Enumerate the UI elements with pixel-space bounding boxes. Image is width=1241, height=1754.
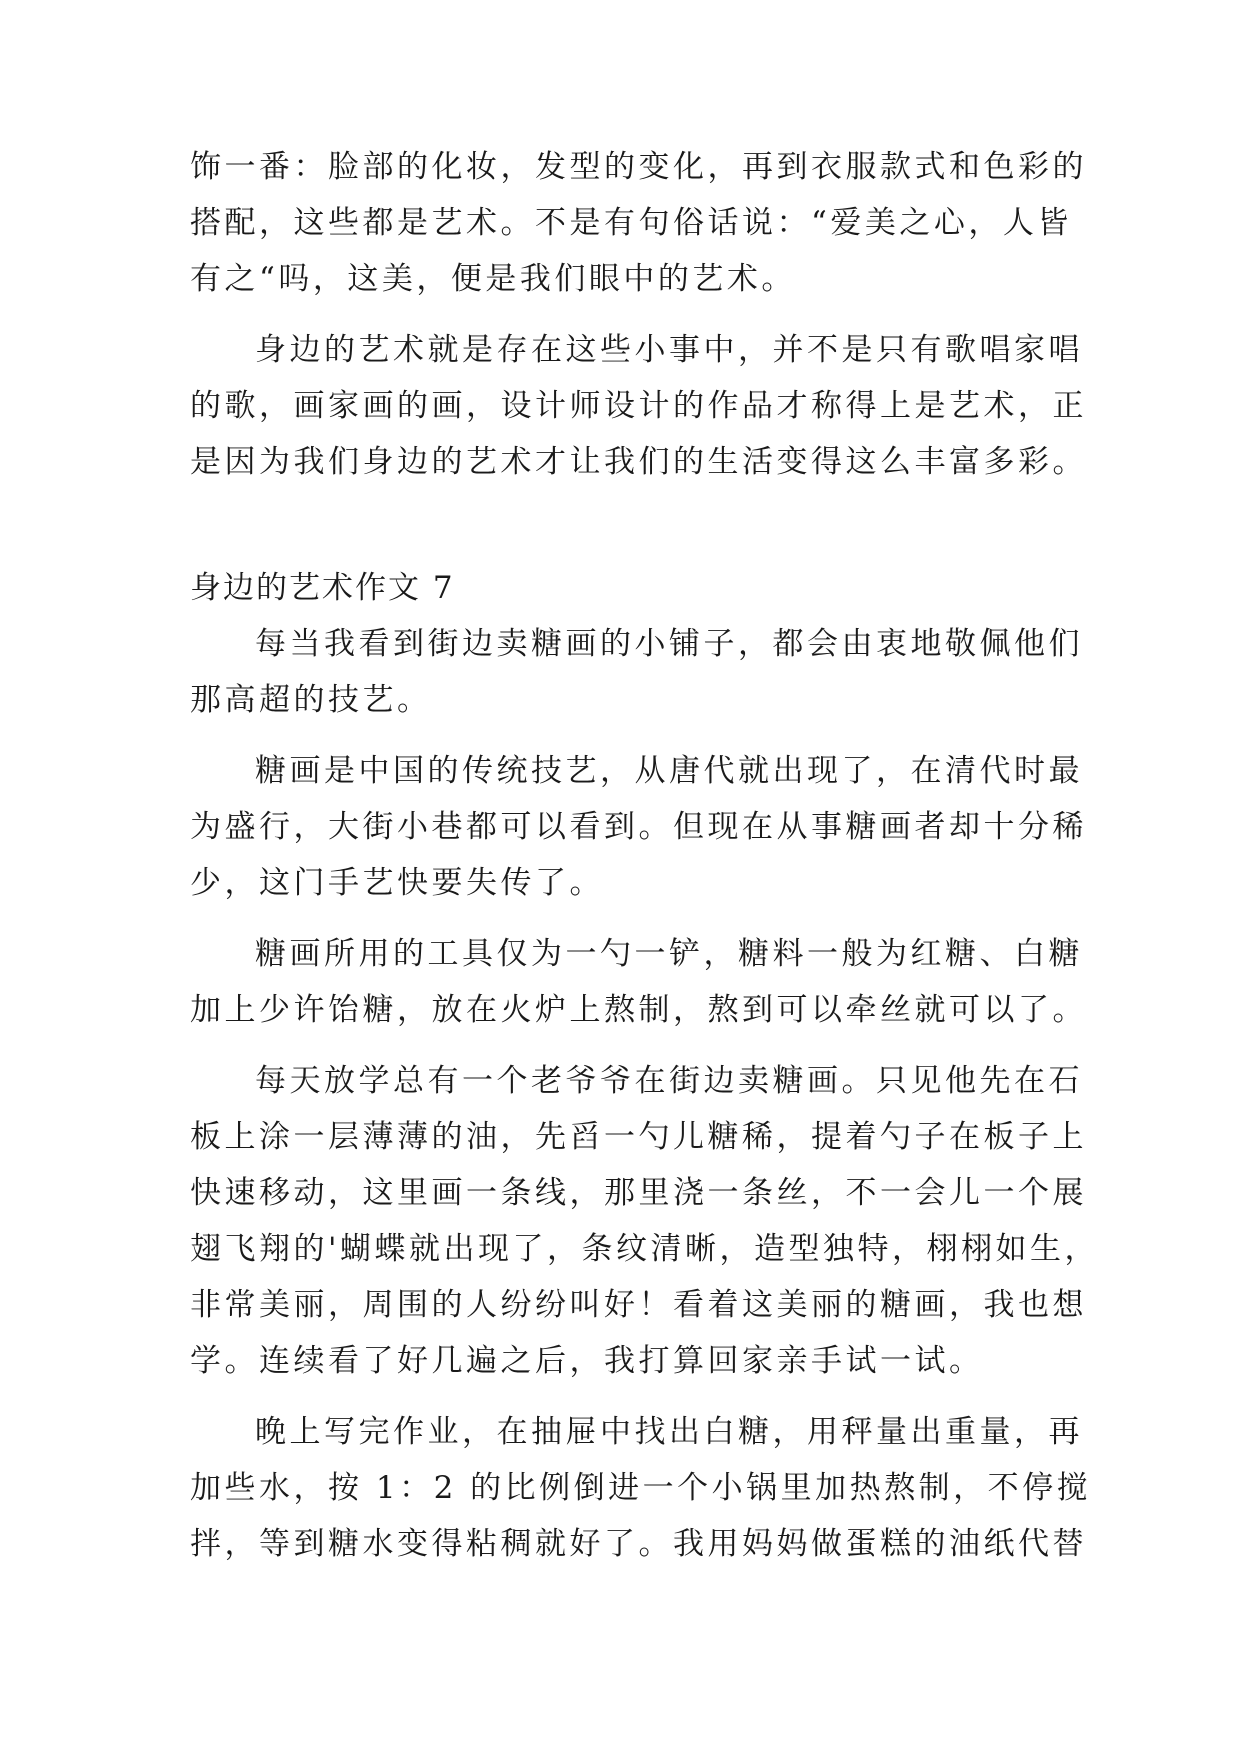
text-line: 身边的艺术就是存在这些小事中，并不是只有歌唱家唱: [255, 332, 1083, 368]
text-line: 搭配，这些都是艺术。不是有句俗话说：“爱美之心，人皆: [190, 205, 1072, 241]
text-line: 非常美丽，周围的人纷纷叫好！看着这美丽的糖画，我也想: [190, 1287, 1087, 1323]
text-line: 加上少许饴糖，放在火炉上熬制，熬到可以牵丝就可以了。: [190, 992, 1087, 1028]
text-line: 是因为我们身边的艺术才让我们的生活变得这么丰富多彩。: [190, 444, 1087, 480]
text-line: 糖画所用的工具仅为一勺一铲，糖料一般为红糖、白糖: [255, 936, 1083, 972]
text-line: 每天放学总有一个老爷爷在街边卖糖画。只见他先在石: [255, 1063, 1083, 1099]
text-line: 拌，等到糖水变得粘稠就好了。我用妈妈做蛋糕的油纸代替: [190, 1526, 1087, 1562]
text-line: 学。连续看了好几遍之后，我打算回家亲手试一试。: [190, 1343, 984, 1379]
text-line: 的歌，画家画的画，设计师设计的作品才称得上是艺术，正: [190, 388, 1087, 424]
text-line: 有之“吗，这美，便是我们眼中的艺术。: [190, 261, 796, 297]
text-line: 加些水，按 1：2 的比例倒进一个小锅里加热熬制，不停搅: [190, 1470, 1092, 1506]
text-line: 为盛行，大街小巷都可以看到。但现在从事糖画者却十分稀: [190, 809, 1087, 845]
text-line: 每当我看到街边卖糖画的小铺子，都会由衷地敬佩他们: [255, 626, 1083, 662]
text-line: 饰一番：脸部的化妆，发型的变化，再到衣服款式和色彩的: [190, 149, 1087, 185]
text-line: 翅飞翔的'蝴蝶就出现了，条纹清晰，造型独特，栩栩如生，: [190, 1231, 1100, 1267]
section-heading: 身边的艺术作文 7: [190, 570, 455, 606]
text-line: 少，这门手艺快要失传了。: [190, 865, 604, 901]
text-line: 快速移动，这里画一条线，那里浇一条丝，不一会儿一个展: [190, 1175, 1087, 1211]
text-line: 糖画是中国的传统技艺，从唐代就出现了，在清代时最: [255, 753, 1083, 789]
text-line: 晚上写完作业，在抽屉中找出白糖，用秤量出重量，再: [255, 1414, 1083, 1450]
text-line: 那高超的技艺。: [190, 682, 432, 718]
text-line: 板上涂一层薄薄的油，先舀一勺儿糖稀，提着勺子在板子上: [190, 1119, 1087, 1155]
